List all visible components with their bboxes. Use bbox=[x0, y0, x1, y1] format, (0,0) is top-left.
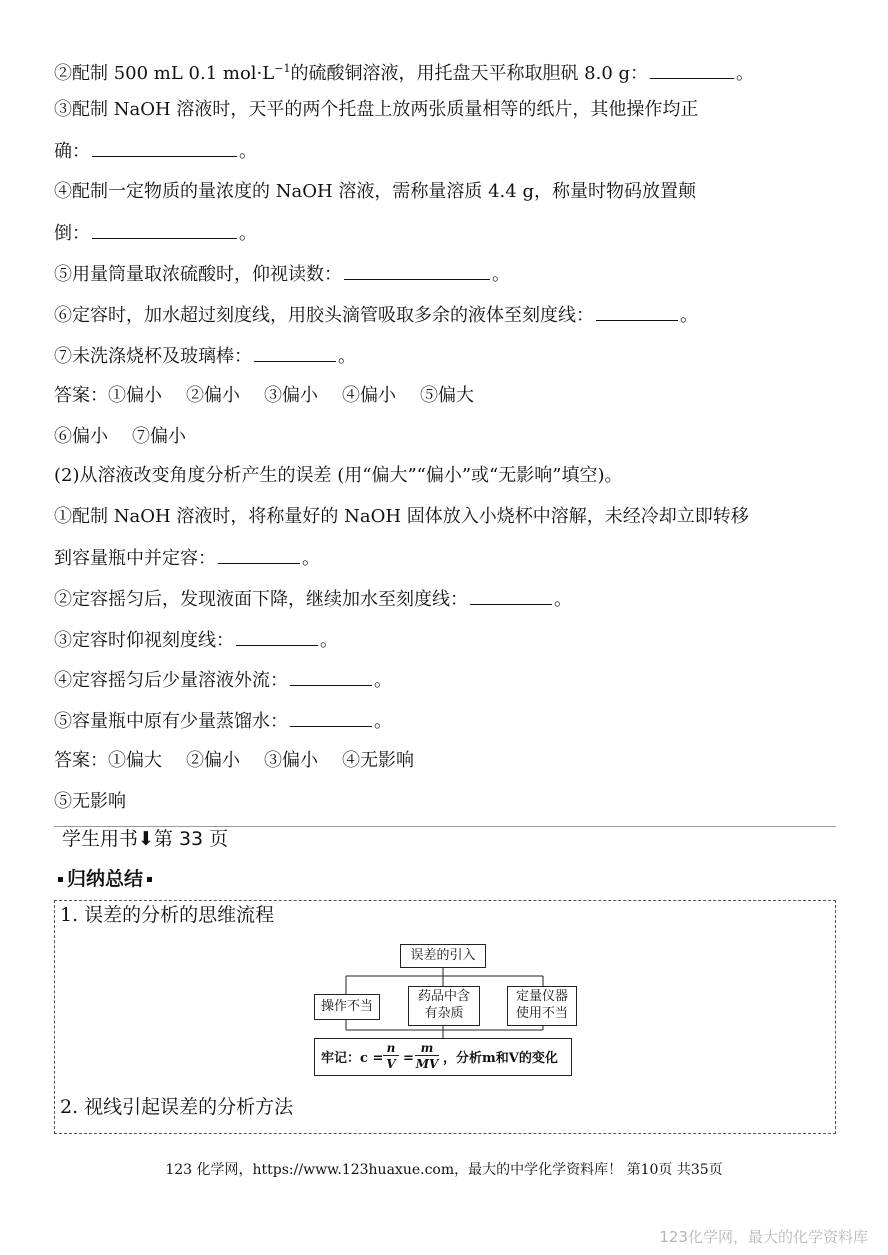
question-p1-5: ⑤用量筒量取浓硫酸时，仰视读数： 。 bbox=[54, 261, 510, 288]
answer-blank[interactable] bbox=[470, 586, 552, 605]
flow-node-error-intro: 误差的引入 bbox=[400, 944, 486, 968]
answer-blank[interactable] bbox=[92, 220, 237, 239]
flow-node-impure-reagent: 药品中含 有杂质 bbox=[408, 986, 480, 1026]
answers-p2-row2: ⑤无影响 bbox=[54, 791, 126, 812]
answers-p1-row1: 答案：①偏小 ②偏小 ③偏小 ④偏小 ⑤偏大 bbox=[54, 385, 474, 406]
answer-blank[interactable] bbox=[344, 261, 490, 280]
bullet-square-icon bbox=[58, 877, 63, 882]
watermark: 123化学网，最大的化学资料库 bbox=[659, 1228, 868, 1246]
answer-blank[interactable] bbox=[290, 667, 372, 686]
question-p2-4: ④定容摇匀后少量溶液外流： 。 bbox=[54, 667, 392, 694]
question-p1-4-line1: ④配制一定物质的量浓度的 NaOH 溶液，需称量溶质 4.4 g，称量时物码放置颠 bbox=[54, 181, 696, 202]
answer-blank[interactable] bbox=[254, 343, 336, 362]
question-p2-1-line1: ①配制 NaOH 溶液时，将称量好的 NaOH 固体放入小烧杯中溶解，未经冷却立即转移 bbox=[54, 506, 749, 527]
summary-item-1: 1. 误差的分析的思维流程 bbox=[60, 904, 275, 926]
question-p1-6: ⑥定容时，加水超过刻度线，用胶头滴管吸取多余的液体至刻度线： 。 bbox=[54, 302, 698, 329]
answers-p2-row1: 答案：①偏大 ②偏小 ③偏小 ④无影响 bbox=[54, 750, 414, 771]
answer-blank[interactable] bbox=[650, 60, 734, 79]
question-p2-5: ⑤容量瓶中原有少量蒸馏水： 。 bbox=[54, 708, 392, 735]
question-p1-3-line1: ③配制 NaOH 溶液时，天平的两个托盘上放两张质量相等的纸片，其他操作均正 bbox=[54, 99, 699, 120]
page-footer: 123 化学网，https://www.123huaxue.com，最大的中学化学资料库！ 第10页 共35页 bbox=[165, 1162, 723, 1178]
question-p2-3: ③定容时仰视刻度线： 。 bbox=[54, 627, 338, 654]
question-p2-2: ②定容摇匀后，发现液面下降，继续加水至刻度线： 。 bbox=[54, 586, 572, 613]
answer-blank[interactable] bbox=[290, 708, 372, 727]
answer-blank[interactable] bbox=[218, 545, 300, 564]
question-p1-7: ⑦未洗涤烧杯及玻璃棒： 。 bbox=[54, 343, 356, 370]
flow-node-formula: 牢记：c = n V = m MV ，分析m和V的变化 bbox=[314, 1038, 572, 1076]
answer-blank[interactable] bbox=[596, 302, 678, 321]
question-p1-4-line2: 倒： 。 bbox=[54, 220, 257, 247]
answers-p1-row2: ⑥偏小 ⑦偏小 bbox=[54, 426, 186, 447]
summary-item-2: 2. 视线引起误差的分析方法 bbox=[60, 1096, 294, 1118]
bullet-square-icon bbox=[147, 877, 152, 882]
answer-blank[interactable] bbox=[236, 627, 318, 646]
question-p2-1-line2: 到容量瓶中并定容： 。 bbox=[54, 545, 320, 572]
error-analysis-flowchart bbox=[310, 944, 580, 1080]
section-heading-2: (2)从溶液改变角度分析产生的误差 (用“偏大”“偏小”或“无影响”填空)。 bbox=[54, 465, 623, 486]
summary-title: 归纳总结 bbox=[54, 866, 156, 892]
question-p1-3-line2: 确： 。 bbox=[54, 138, 257, 165]
answer-blank[interactable] bbox=[92, 138, 237, 157]
page-reference: 学生用书⬇第 33 页 bbox=[62, 828, 229, 850]
flow-node-improper-instrument-use: 定量仪器 使用不当 bbox=[507, 986, 577, 1026]
flow-node-improper-operation: 操作不当 bbox=[314, 994, 380, 1020]
question-p1-2: ②配制 500 mL 0.1 $mol\cdot L^{-1}$的硫酸铜溶液，用托盘天平称取胆矾 8.0 g： 。 bbox=[54, 62, 755, 84]
